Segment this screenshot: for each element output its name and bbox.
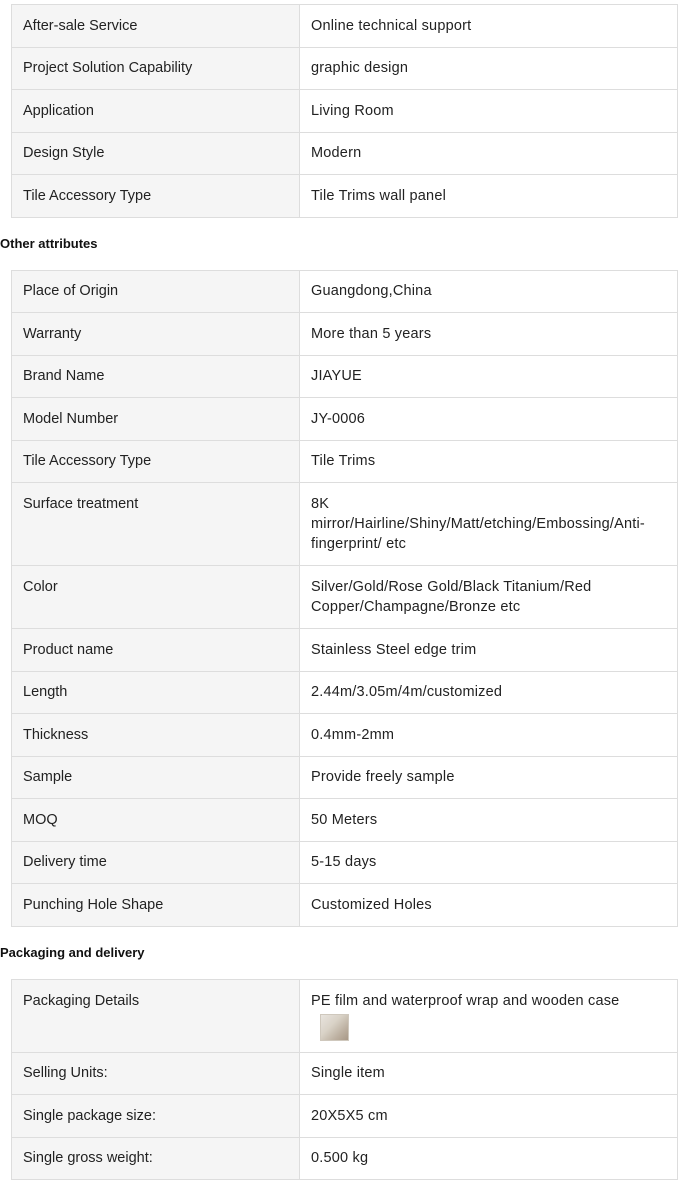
attribute-value: JY-0006: [300, 398, 678, 441]
table-row: [12, 1052, 678, 1095]
table-row: [12, 270, 678, 313]
attribute-key: Warranty: [12, 313, 300, 356]
attribute-key: Surface treatment: [12, 483, 300, 566]
packaging-thumbnail[interactable]: [320, 1014, 349, 1041]
attribute-key: Single package size:: [12, 1095, 300, 1138]
attribute-value: Guangdong,China: [300, 270, 678, 313]
attribute-value: 8K mirror/Hairline/Shiny/Matt/etching/Embossing/Anti-fingerprint/ etc: [300, 483, 678, 566]
table-row: [12, 440, 678, 483]
attribute-value: JIAYUE: [300, 355, 678, 398]
table-row: [12, 714, 678, 757]
table-row: [12, 175, 678, 218]
attribute-key: Brand Name: [12, 355, 300, 398]
attribute-key: Selling Units:: [12, 1052, 300, 1095]
attribute-value: More than 5 years: [300, 313, 678, 356]
attribute-value: 50 Meters: [300, 799, 678, 842]
attribute-value: 0.4mm-2mm: [300, 714, 678, 757]
attribute-value: Online technical support: [300, 5, 678, 48]
attribute-value: Tile Trims: [300, 440, 678, 483]
packaging-title: Packaging and delivery: [0, 944, 145, 960]
table-row: [12, 841, 678, 884]
table-row: [12, 1137, 678, 1180]
table-row: [12, 398, 678, 441]
attribute-value: Single item: [300, 1052, 678, 1095]
attribute-key: Model Number: [12, 398, 300, 441]
attribute-value: 2.44m/3.05m/4m/customized: [300, 671, 678, 714]
table-row: [12, 47, 678, 90]
table-row: [12, 756, 678, 799]
attribute-value: Customized Holes: [300, 884, 678, 927]
attribute-key: Product name: [12, 629, 300, 672]
table-row: [12, 566, 678, 629]
attribute-value: Living Room: [300, 90, 678, 133]
attribute-key: Color: [12, 566, 300, 629]
attribute-key: Packaging Details: [12, 979, 300, 1052]
table-row: [12, 884, 678, 927]
attribute-key: After-sale Service: [12, 5, 300, 48]
table-row: [12, 132, 678, 175]
other-attributes-table: [11, 270, 678, 927]
packaging-table: [11, 979, 678, 1181]
attribute-value: 0.500 kg: [300, 1137, 678, 1180]
table-row: [12, 5, 678, 48]
attribute-value: Tile Trims wall panel: [300, 175, 678, 218]
table-row: [12, 355, 678, 398]
table-row: [12, 313, 678, 356]
attribute-value: Stainless Steel edge trim: [300, 629, 678, 672]
attribute-value: 20X5X5 cm: [300, 1095, 678, 1138]
attribute-key: Thickness: [12, 714, 300, 757]
attribute-key: Delivery time: [12, 841, 300, 884]
table-row: [12, 90, 678, 133]
attribute-key: Application: [12, 90, 300, 133]
attribute-key: Tile Accessory Type: [12, 440, 300, 483]
packaging-details-text: PE film and waterproof wrap and wooden case: [311, 992, 620, 1009]
table-row: [12, 629, 678, 672]
table-row: [12, 483, 678, 566]
table-row: [12, 799, 678, 842]
table-row: [12, 979, 678, 1052]
attribute-key: MOQ: [12, 799, 300, 842]
attribute-key: Length: [12, 671, 300, 714]
attribute-key: Tile Accessory Type: [12, 175, 300, 218]
product-attributes: [0, 4, 678, 1180]
main-attributes-table: [11, 4, 678, 218]
attribute-key: Design Style: [12, 132, 300, 175]
table-row: [12, 1095, 678, 1138]
attribute-value: Silver/Gold/Rose Gold/Black Titanium/Red Copper/Champagne/Bronze etc: [300, 566, 678, 629]
attribute-value: Modern: [300, 132, 678, 175]
attribute-key: Sample: [12, 756, 300, 799]
attribute-key: Place of Origin: [12, 270, 300, 313]
attribute-value: 5-15 days: [300, 841, 678, 884]
attribute-key: Punching Hole Shape: [12, 884, 300, 927]
attribute-value: graphic design: [300, 47, 678, 90]
table-row: [12, 671, 678, 714]
attribute-key: Single gross weight:: [12, 1137, 300, 1180]
attribute-value: [300, 979, 678, 1052]
attribute-value: Provide freely sample: [300, 756, 678, 799]
attribute-key: Project Solution Capability: [12, 47, 300, 90]
other-attributes-title: Other attributes: [0, 235, 98, 251]
